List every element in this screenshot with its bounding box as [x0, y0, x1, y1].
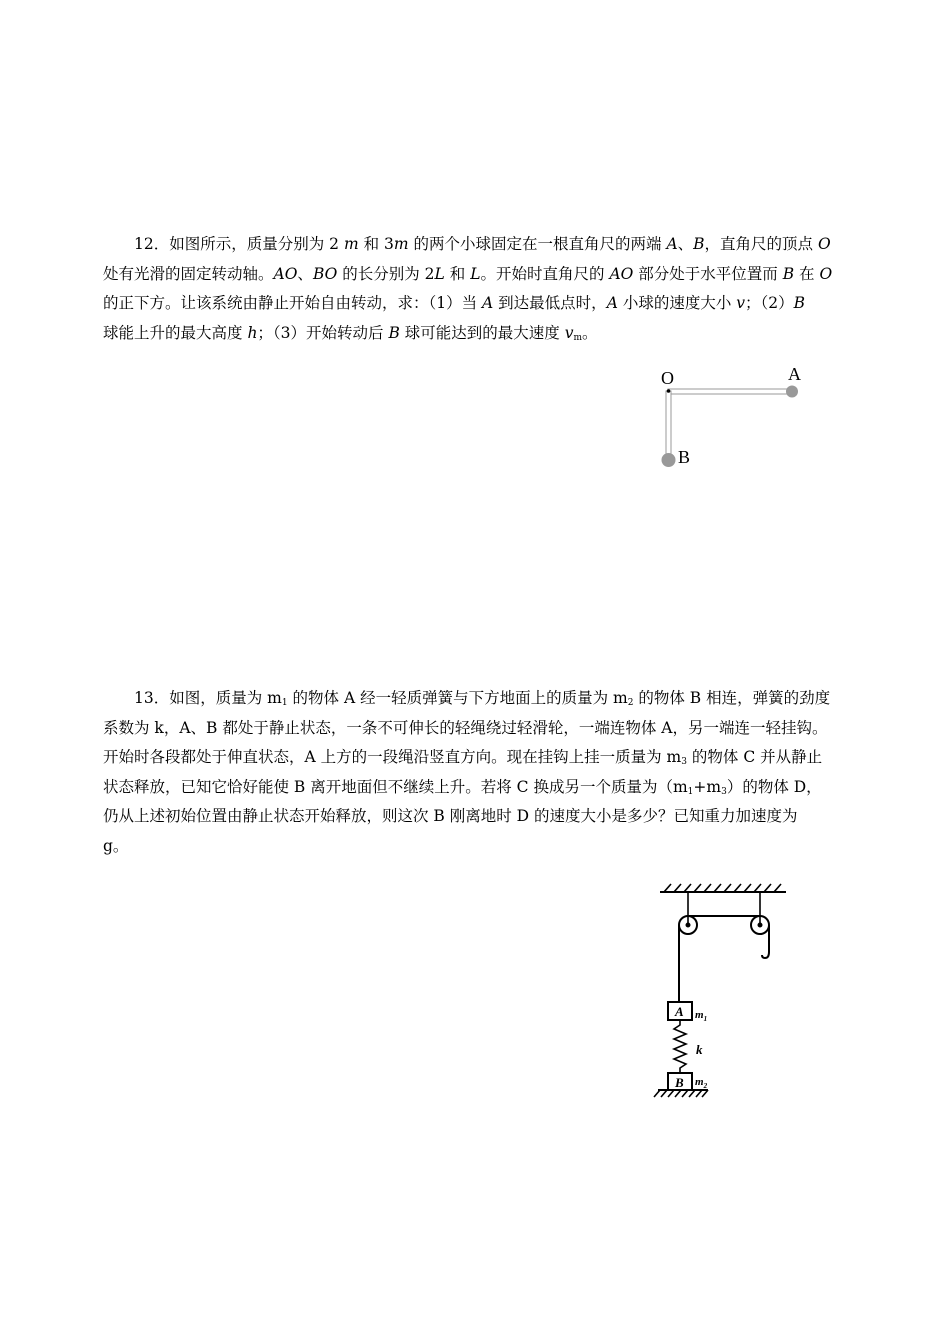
label-b: B [678, 447, 691, 467]
pivot-o [667, 389, 671, 393]
problem-12-line-3: 的正下方。让该系统由静止开始自由转动，求：（1）当 A 到达最低点时，A 小球的速度大小 v；（2）B [103, 294, 806, 312]
problem-12-line-4: 球能上升的最大高度 h；（3）开始转动后 B 球可能达到的最大速度 $v_m$。 [103, 323, 598, 343]
problem-13-text [103, 684, 849, 861]
problem-12-line-1: 12．如图所示，质量分别为 2 m 和 3m 的两个小球固定在一根直角尺的两端 A、B，直角尺的顶点 O [134, 235, 831, 253]
italic-symbol: L [434, 264, 445, 283]
problem-13-line-4: 状态释放，已知它恰好能使 B 离开地面但不继续上升。若将 C 换成另一个质量为$(m_1+m_3)$的物体 D， [103, 777, 822, 797]
italic-symbol: v [736, 294, 746, 312]
problem-13-line-3: 开始时各段都处于伸直状态，A 上方的一段绳沿竖直方向。现在挂钩上挂一质量为 $m_3$ 的物体 C 并从静止 [103, 748, 823, 767]
italic-symbol: L [470, 264, 481, 283]
problem-13-line-5: 仍从上述初始位置由静止状态开始释放，则这次 B 刚离地时 D 的速度大小是多少？已知重力加速度为 [103, 807, 798, 825]
ball-b [662, 453, 676, 467]
ruler-arm-ao [668, 389, 792, 394]
italic-symbol: h [247, 323, 258, 342]
block-b-label: B [675, 1075, 684, 1090]
block-a-label: A [675, 1004, 684, 1019]
problem-13-number: 13． [134, 689, 170, 707]
label-o: O [661, 368, 674, 388]
ball-a [786, 386, 798, 398]
k-label: k [696, 1042, 703, 1057]
subscript: 3 [721, 786, 727, 797]
subscript: 2 [627, 698, 634, 708]
italic-symbol: B [693, 235, 705, 253]
italic-symbol: O [819, 264, 833, 283]
italic-symbol: O [817, 235, 831, 253]
italic-symbol: AO [609, 264, 634, 283]
italic-symbol: A [606, 294, 618, 312]
subscript: 1 [281, 698, 288, 708]
hook [762, 952, 769, 958]
right-angle-ruler-figure [650, 360, 820, 475]
m2-label: $m_2$ [695, 1076, 708, 1090]
pulley-spring-figure [650, 880, 790, 1100]
italic-symbol: v [564, 323, 574, 342]
ruler-arm-bo [666, 391, 671, 459]
subscript: 1 [687, 786, 694, 797]
problem-13-line-1: 13．如图，质量为 $m_1$ 的物体 A 经一轻质弹簧与下方地面上的质量为 $m_2$ 的物体 B 相连，弹簧的劲度 [134, 689, 831, 708]
italic-symbol: B [793, 294, 806, 312]
label-a: A [788, 364, 801, 384]
ceiling-hatching [664, 884, 781, 892]
spring [674, 1020, 686, 1073]
italic-symbol: B [388, 323, 400, 342]
m1-label: $m_1$ [695, 1009, 708, 1023]
italic-symbol: BO [312, 264, 338, 283]
problem-13-line-2: 系数为 k，A、B 都处于静止状态，一条不可伸长的轻绳绕过轻滑轮，一端连物体 A，另一端连一轻挂钩。 [103, 718, 828, 737]
italic-symbol: m [343, 235, 359, 253]
italic-symbol: m [393, 235, 409, 253]
problem-12-text [103, 230, 849, 348]
subscript: m [573, 332, 583, 343]
italic-symbol: A [482, 294, 494, 312]
subscript: 3 [681, 757, 687, 767]
italic-symbol: A [666, 235, 678, 253]
italic-symbol: AO [273, 264, 298, 283]
ground-hatching [654, 1090, 708, 1097]
problem-12-number: 12． [134, 235, 170, 253]
italic-symbol: B [782, 264, 795, 283]
problem-12-line-2: 处有光滑的固定转动轴。AO、BO 的长分别为 2L 和 L。开始时直角尺的 AO 部分处于水平位置而 B 在 O [103, 264, 833, 283]
problem-13-line-6: g。 [103, 836, 129, 855]
